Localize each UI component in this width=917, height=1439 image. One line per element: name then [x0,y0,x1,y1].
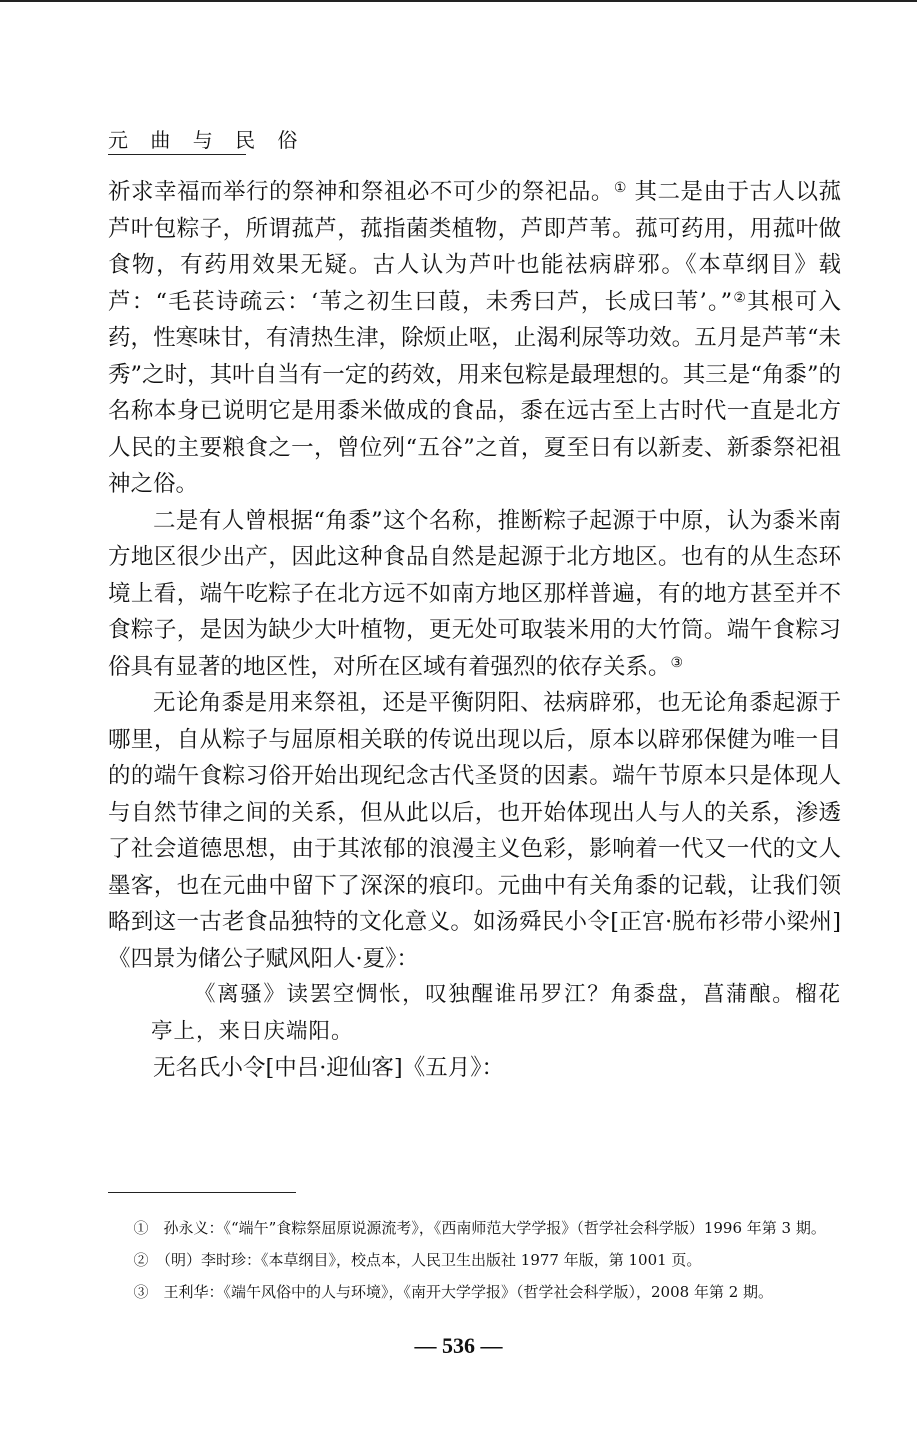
running-header-title: 元 曲 与 民 俗 [108,128,306,152]
main-body-text [108,174,841,1087]
page-number: — 536 — [414,1333,503,1358]
paragraph-1-text-a: 祈求幸福而举行的祭神和祭祖必不可少的祭祀品。 [108,179,614,205]
block-quote: 《离骚》读罢空惆怅，叹独醒谁吊罗江？角黍盘，菖蒲酿。榴花亭上，来日庆端阳。 [151,982,841,1044]
footnote-3: ③ 王利华：《端午风俗中的人与环境》，《南开大学学报》（哲学社会科学版），2008 年第 2 期。 [133,1283,774,1301]
paragraph-1 [108,174,841,503]
running-header-underline [108,154,246,155]
top-border-rule [0,0,917,2]
footnote-ref-3[interactable]: ③ [670,654,684,671]
paragraph-1-text-c: 其根可入药，性寒味甘，有清热生津，除烦止呕，止渴利尿等功效。五月是芦苇“未秀”之时，其叶自当有一定的药效，用来包粽是最理想的。其三是“角黍”的名称本身已说明它是用黍米做成的食品，黍在远古至上古时代一直是北方人民的主要粮食之一，曾位列“五谷”之首，夏至日有以新麦、新黍祭祀祖神之俗。 [108,288,841,497]
footnote-2: ② （明）李时珍：《本草纲目》，校点本，人民卫生出版社 1977 年版，第 1001 页。 [133,1251,702,1269]
paragraph-3: 无论角黍是用来祭祖，还是平衡阴阳、祛病辟邪，也无论角黍起源于哪里，自从粽子与屈原相关联的传说出现以后，原本以辟邪保健为唯一目的的端午食粽习俗开始出现纪念古代圣贤的因素。端午节原本只是体现人与自然节律之间的关系，但从此以后，也开始体现出人与人的关系，渗透了社会道德思想，由于其浓郁的浪漫主义色彩，影响着一代又一代的文人墨客，也在元曲中留下了深深的痕印。元曲中有关角黍的记载，让我们领略到这一古老食品独特的文化意义。如汤舜民小令[正宫·脱布衫带小梁州]《四景为储公子赋风阳人·夏》： [108,690,841,972]
footnote-1: ① 孙永义：《“端午”食粽祭屈原说源流考》，《西南师范大学学报》（哲学社会科学版）1996 年第 3 期。 [133,1219,826,1237]
footnote-ref-2[interactable]: ② [732,289,748,306]
footnotes [108,1214,841,1310]
paragraph-2 [108,503,841,686]
footnote-separator [108,1192,296,1193]
paragraph-1-text-b: 其二是由于古人以菰芦叶包粽子，所谓菰芦，菰指菌类植物，芦即芦苇。菰可药用，用菰叶做食物，有药用效果无疑。古人认为芦叶也能祛病辟邪。《本草纲目》载芦：“毛苌诗疏云：‘苇之初生曰葭，未秀曰芦，长成曰苇’。” [108,179,841,315]
paragraph-4: 无名氏小令[中吕·迎仙客]《五月》： [153,1055,504,1081]
footnote-ref-1[interactable]: ① [613,180,627,196]
paragraph-2-text: 二是有人曾根据“角黍”这个名称，推断粽子起源于中原，认为黍米南方地区很少出产，因此这种食品自然是起源于北方地区。也有的从生态环境上看，端午吃粽子在北方远不如南方地区那样普遍，有的地方甚至并不食粽子，是因为缺少大叶植物，更无处可取装米用的大竹筒。端午食粽习俗具有显著的地区性，对所在区域有着强烈的依存关系。 [108,507,841,680]
